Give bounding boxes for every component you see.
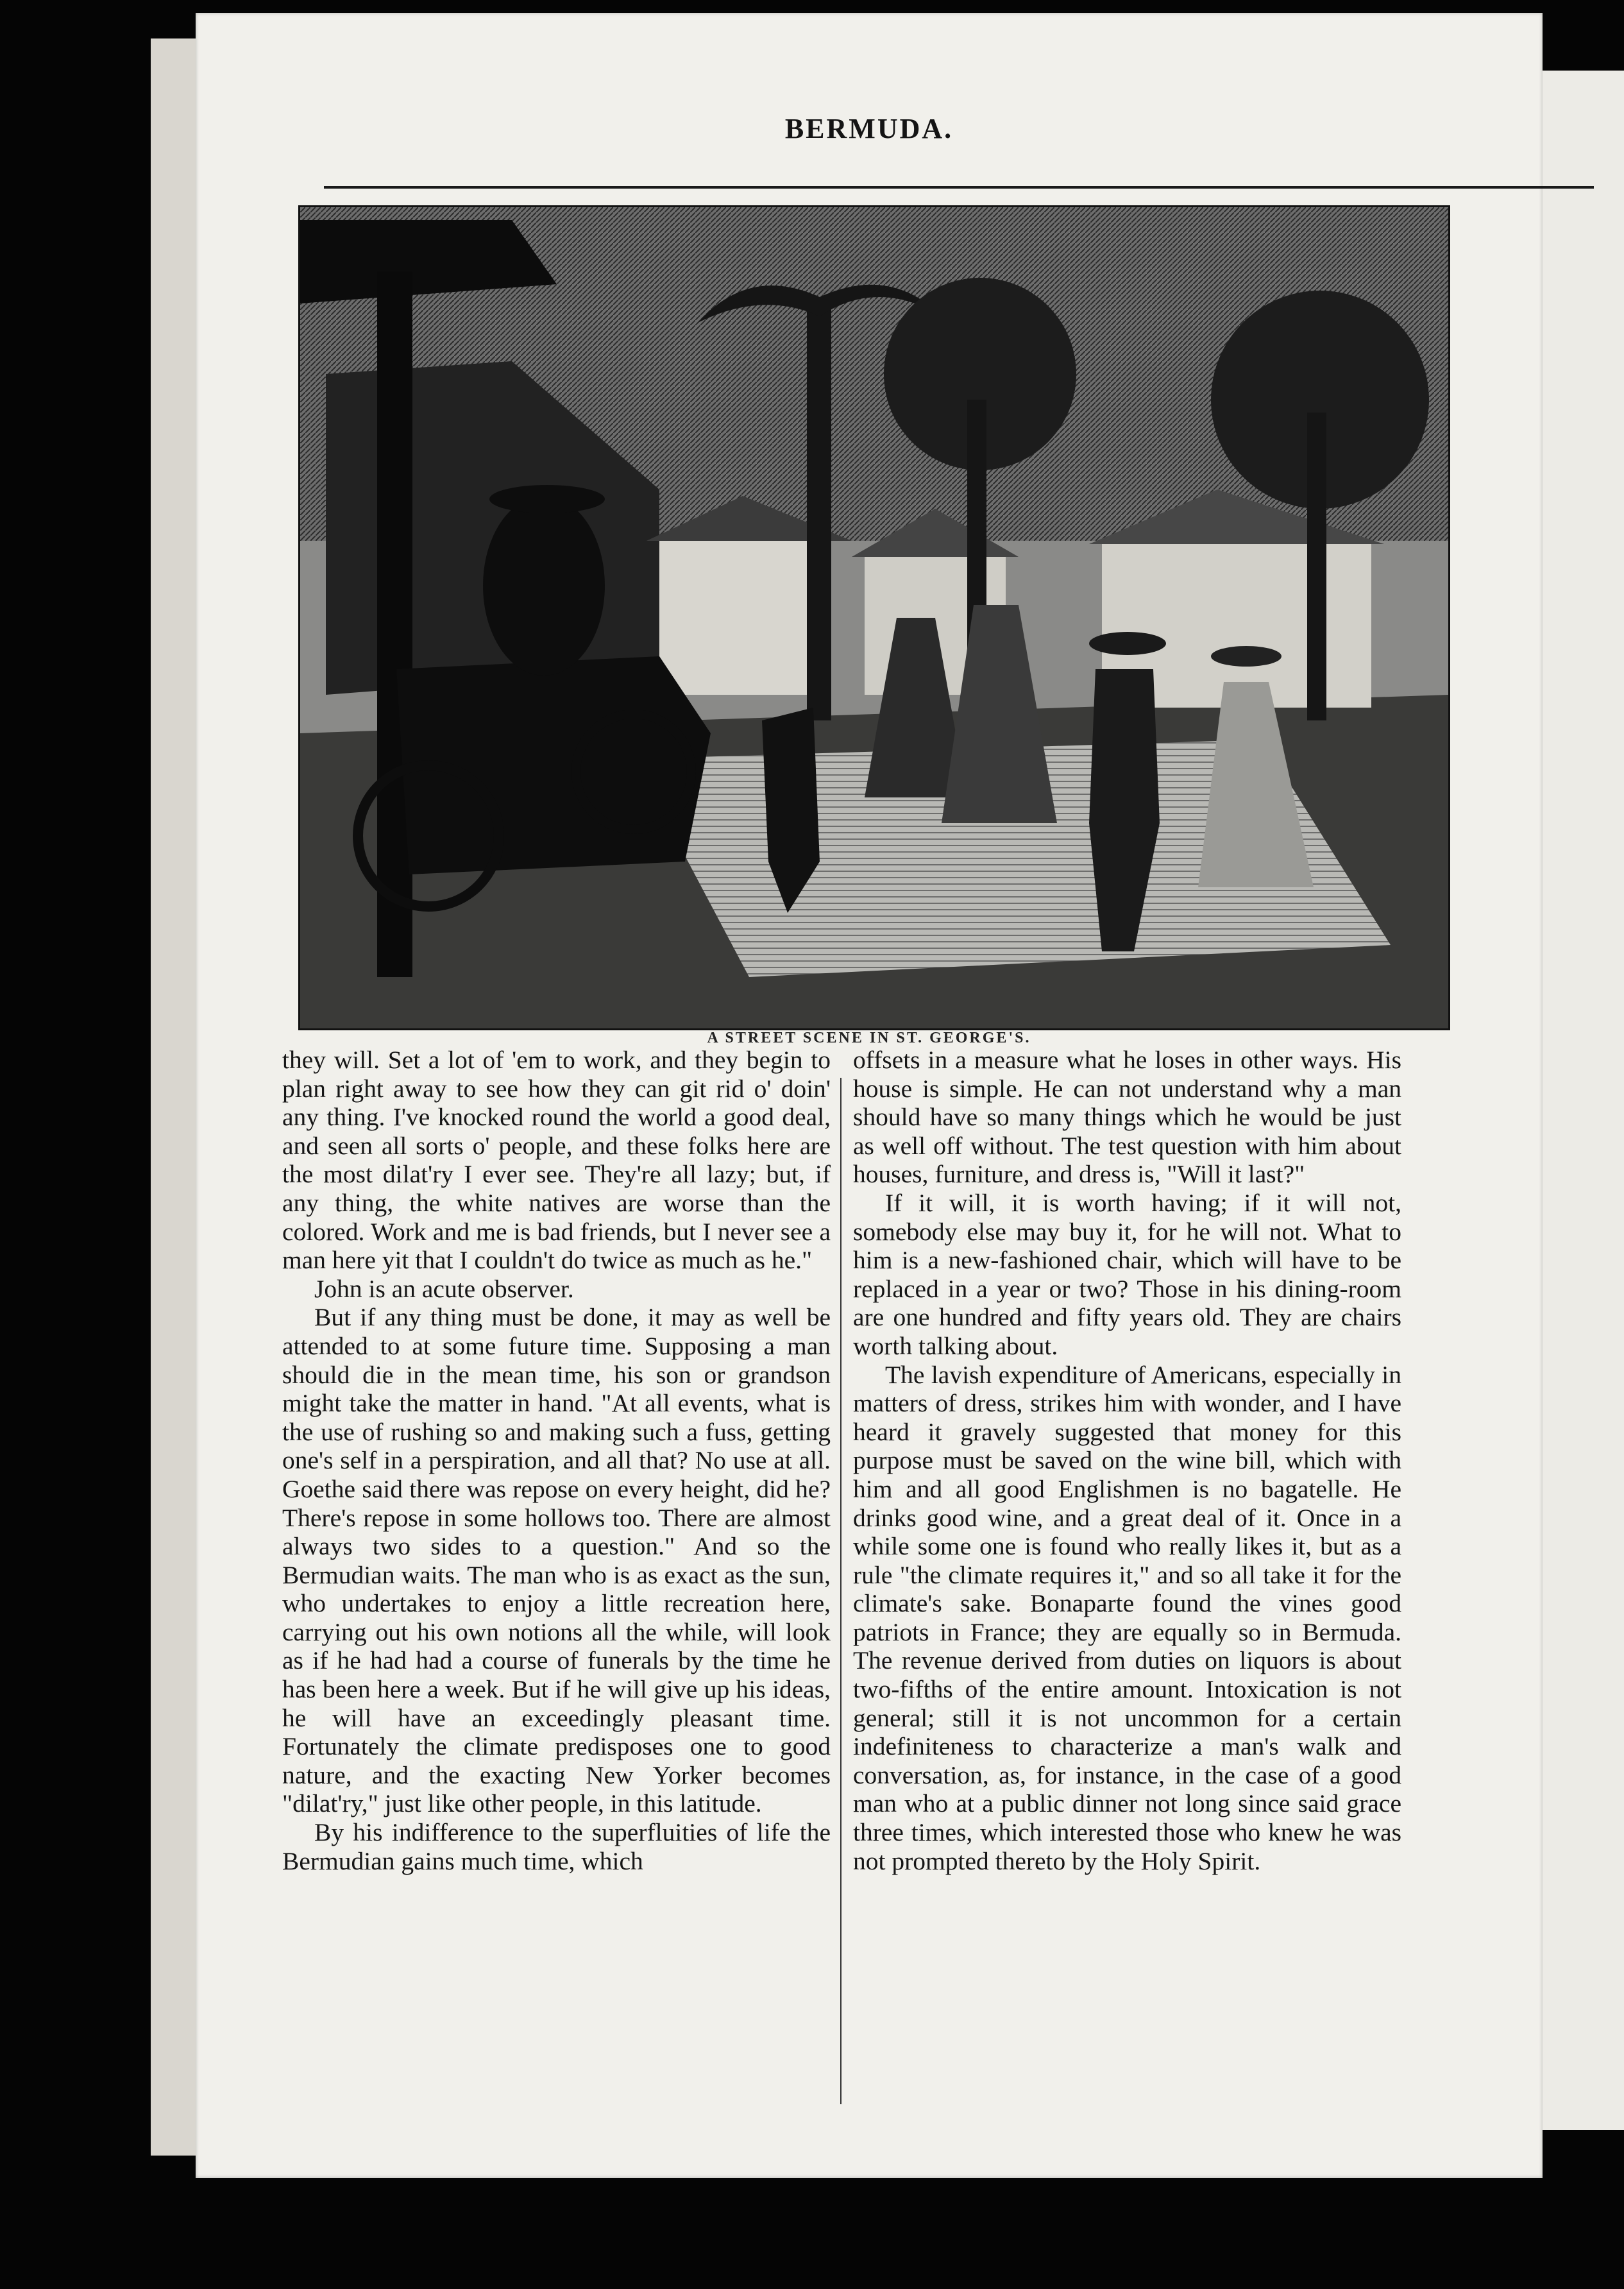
illustration-caption: A STREET SCENE IN ST. GEORGE'S. [707,1030,1031,1046]
paragraph: The lavish expenditure of Americans, especially in matters of dress, strikes him with wonder, and I have heard it gravely suggested that money for this purpose must be saved on the wine bill, which with him and all good Englishmen is no bagatelle. He drinks good wine, and a great deal of it. Once in a while some one is found who really likes it, but as a rule "the climate requires it," and so all take it for the climate's sake. Bonaparte found the vines good patriots in France; they are equally so in Bermuda. The revenue derived from duties on liquors is about two-fifths of the entire amount. Intoxication is not general; still it is not uncommon for a certain indefiniteness to characterize a man's walk and conversation, as, for instance, in the case of a good man who at a public dinner not long since said grace three times, which interested those who knew he was not prompted thereto by the Holy Spirit. [853,1360,1401,1875]
paragraph: they will. Set a lot of 'em to work, and they begin to plan right away to see how they can git rid o' doin' any thing. I've knocked round the world a good deal, and seen all sorts o' people, and these folks here are the most dilat'ry I ever see. They're all lazy; but, if any thing, the white natives are worse than the colored. Work and me is bad friends, but I never see a man here yit that I couldn't do twice as much as he." [282,1046,831,1275]
street-scene-engraving [298,205,1450,1030]
paragraph: But if any thing must be done, it may as well be attended to at some future time. Supposing a man should die in the mean time, his son or grandson might take the matter in hand. "At all events, what is the use of rushing so and making such a fuss, getting one's self in a perspiration, and all that? No use at all. Goethe said there was repose on every height, did he? There's repose in some hollows too. There are almost always two sides to a question." And so the Bermudian waits. The man who is as exact as the sun, who undertakes to enjoy a little recreation here, carrying out his own notions all the while, will look as if he had had a course of funerals by the time he has been here a week. But if he will give up his ideas, he will have an exceedingly pleasant time. Fortunately the climate predisposes one to good nature, and the exacting New Yorker becomes "dilat'ry," just like other people, in this latitude. [282,1303,831,1818]
running-head: BERMUDA. [784,113,954,144]
header-rule [324,186,1594,189]
text-column-right [853,1046,1401,2104]
paragraph: If it will, it is worth having; if it will not, somebody else may buy it, for he will not. What to him is a new-fashioned chair, which will have to be replaced in a year or two? Those in his dining-room are one hundred and fifty years old. They are chairs worth talking about. [853,1188,1401,1360]
adjacent-page-edge-right [1543,71,1624,2130]
column-divider [840,1078,842,2104]
paragraph: John is an acute observer. [314,1274,574,1303]
book-page [196,13,1543,2178]
text-column-left [282,1046,831,2104]
paragraph: offsets in a measure what he loses in other ways. His house is simple. He can not understand why a man should have so many things which he would be just as well off without. The test question with him about houses, furniture, and dress is, "Will it last?" [853,1046,1401,1189]
adjacent-page-edge-left [151,38,202,2156]
engraving-drawing [300,207,1448,1028]
paragraph: By his indifference to the superfluities of life the Bermudian gains much time, which [282,1818,831,1875]
